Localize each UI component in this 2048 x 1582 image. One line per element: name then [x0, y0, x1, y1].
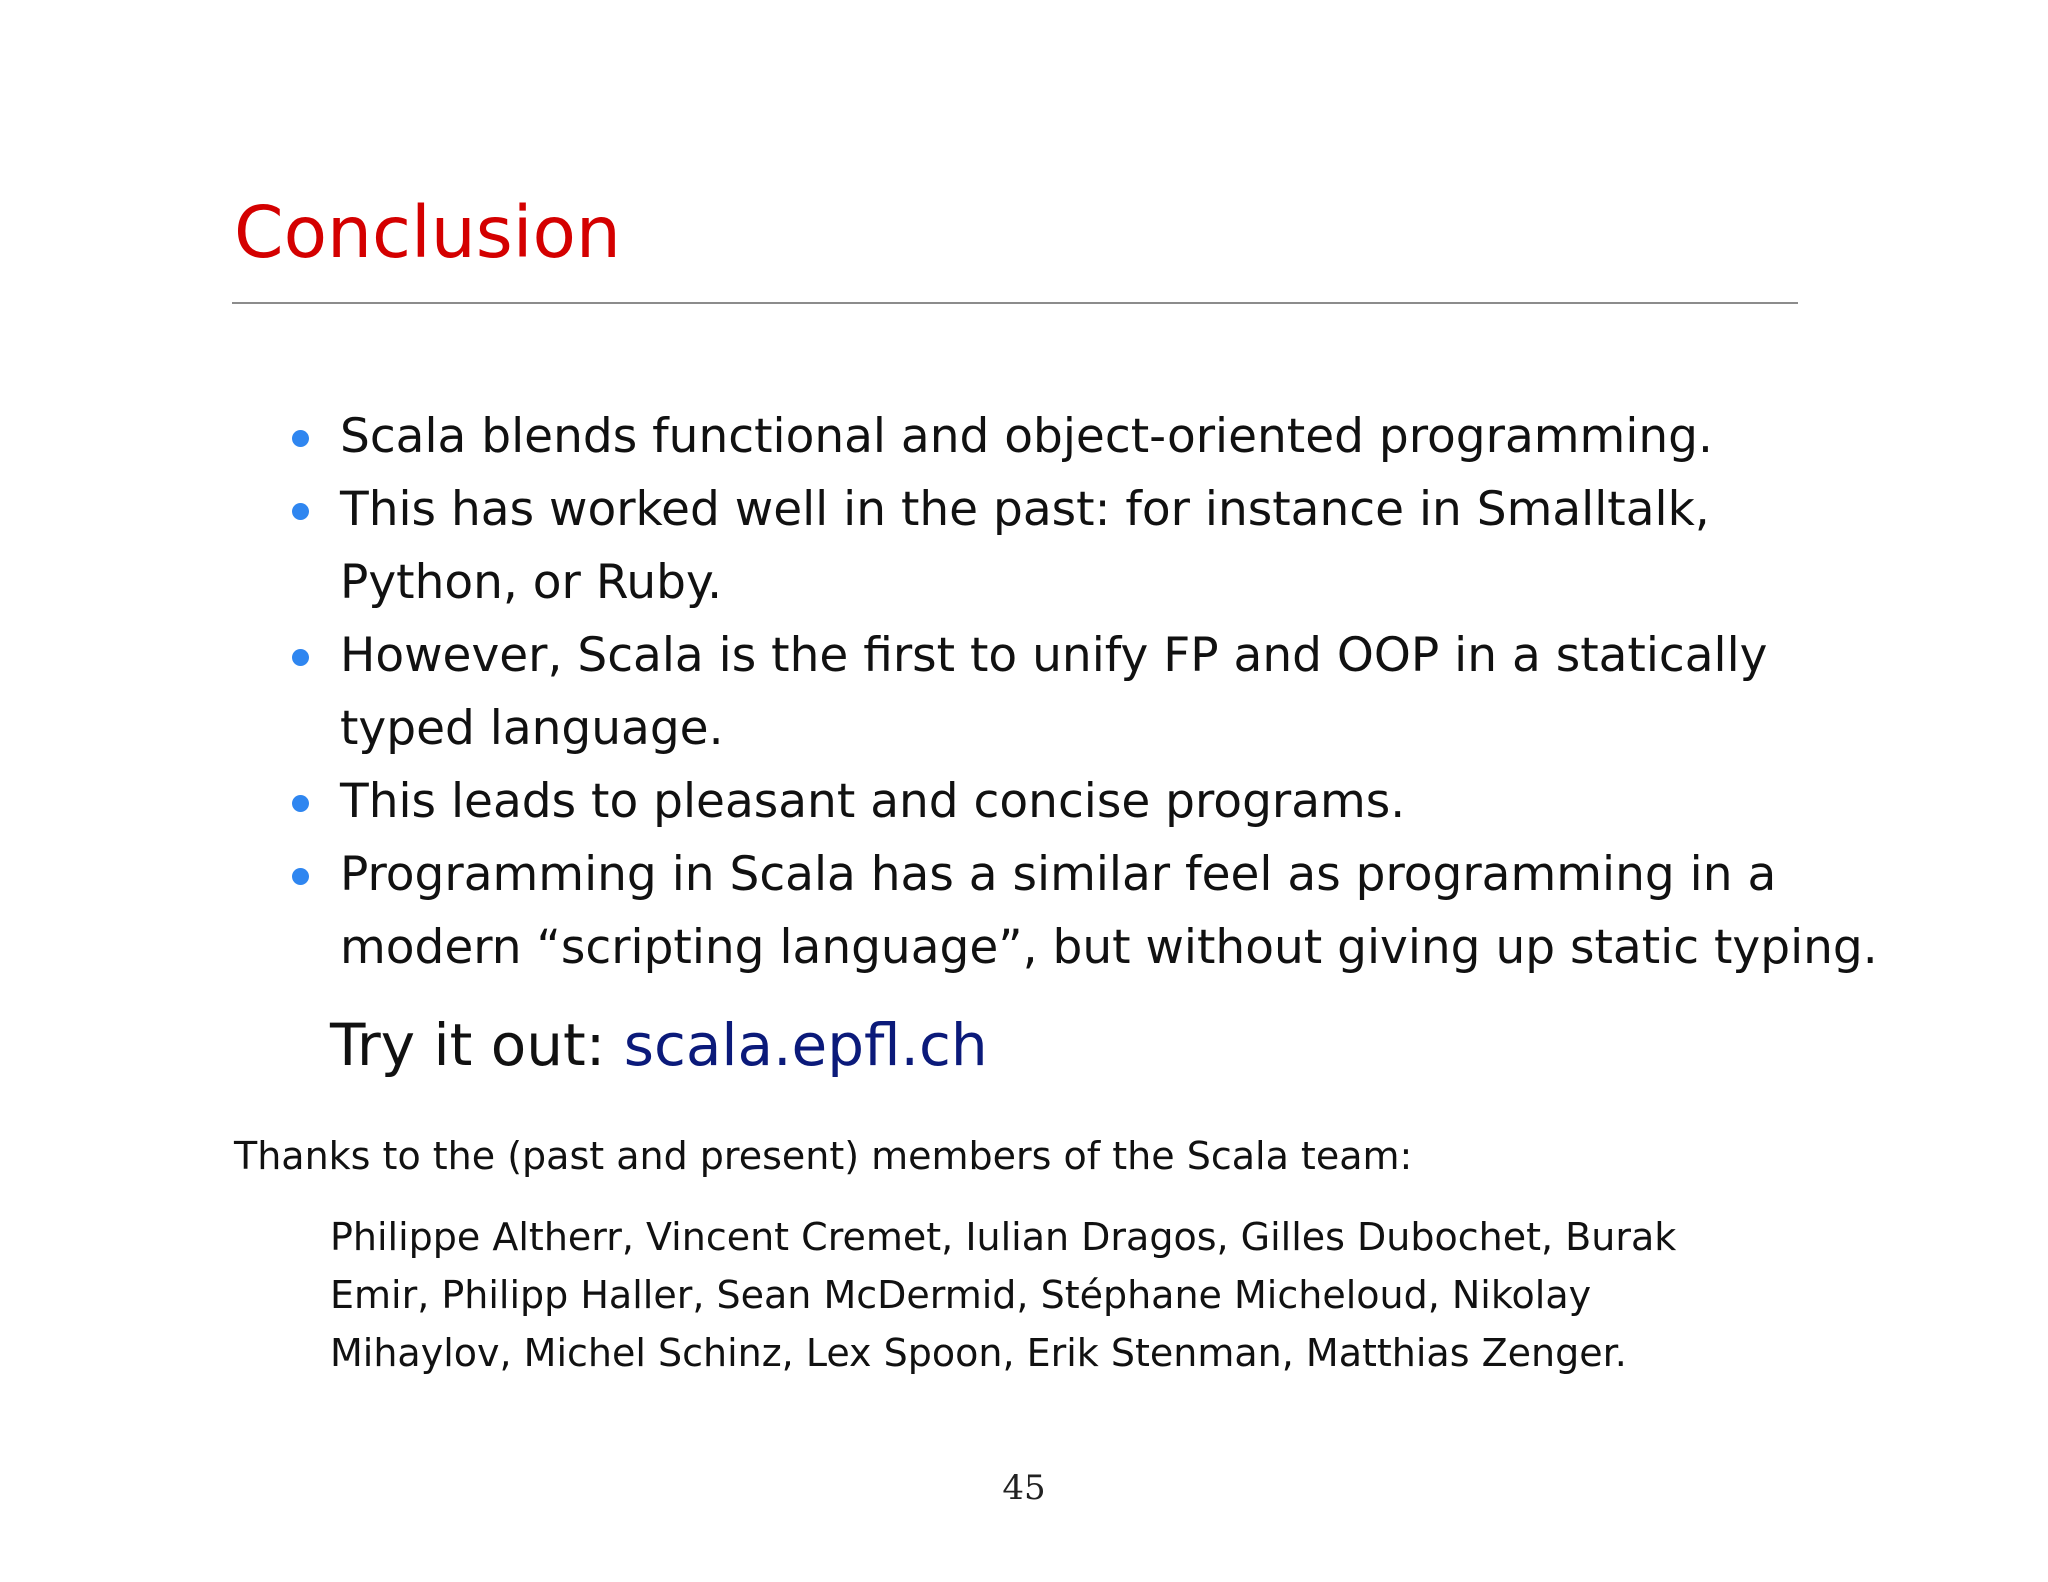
- bullet-line: This has worked well in the past: for instance in Smalltalk,: [340, 482, 1710, 537]
- bullet-dot-icon: [292, 868, 309, 885]
- try-it-out: [330, 1006, 988, 1084]
- thanks-heading: Thanks to the (past and present) members of the Scala team:: [234, 1134, 1413, 1178]
- team-names-line: Emir, Philipp Haller, Sean McDermid, Stéphane Micheloud, Nikolay: [330, 1273, 1592, 1317]
- team-names: [330, 1208, 1790, 1382]
- bullet-dot-icon: [292, 649, 309, 666]
- scala-site-link[interactable]: scala.epfl.ch: [623, 1011, 988, 1079]
- bullet-line: However, Scala is the first to unify FP and OOP in a statically: [340, 628, 1768, 683]
- bullet-dot-icon: [292, 795, 309, 812]
- team-names-line: Philippe Altherr, Vincent Cremet, Iulian Dragos, Gilles Dubochet, Burak: [330, 1215, 1677, 1259]
- bullet-dot-icon: [292, 430, 309, 447]
- try-it-label: Try it out:: [330, 1011, 606, 1079]
- bullet-item: [280, 473, 1840, 619]
- bullet-item: [280, 838, 1878, 984]
- bullet-item: [280, 400, 1840, 473]
- bullet-line: This leads to pleasant and concise programs.: [340, 774, 1406, 829]
- bullet-list: [280, 400, 1878, 984]
- bullet-item: [280, 765, 1840, 838]
- team-names-line: Mihaylov, Michel Schinz, Lex Spoon, Erik Stenman, Matthias Zenger.: [330, 1331, 1627, 1375]
- bullet-line: typed language.: [340, 701, 724, 756]
- bullet-line: Programming in Scala has a similar feel as programming in a: [340, 847, 1777, 902]
- page-number: 45: [1002, 1468, 1046, 1508]
- bullet-line: Scala blends functional and object-oriented programming.: [340, 409, 1713, 464]
- slide-title: Conclusion: [234, 191, 621, 274]
- title-divider: [232, 302, 1798, 304]
- bullet-line: Python, or Ruby.: [340, 555, 723, 610]
- bullet-line: modern “scripting language”, but without giving up static typing.: [340, 920, 1878, 975]
- bullet-dot-icon: [292, 503, 309, 520]
- bullet-item: [280, 619, 1840, 765]
